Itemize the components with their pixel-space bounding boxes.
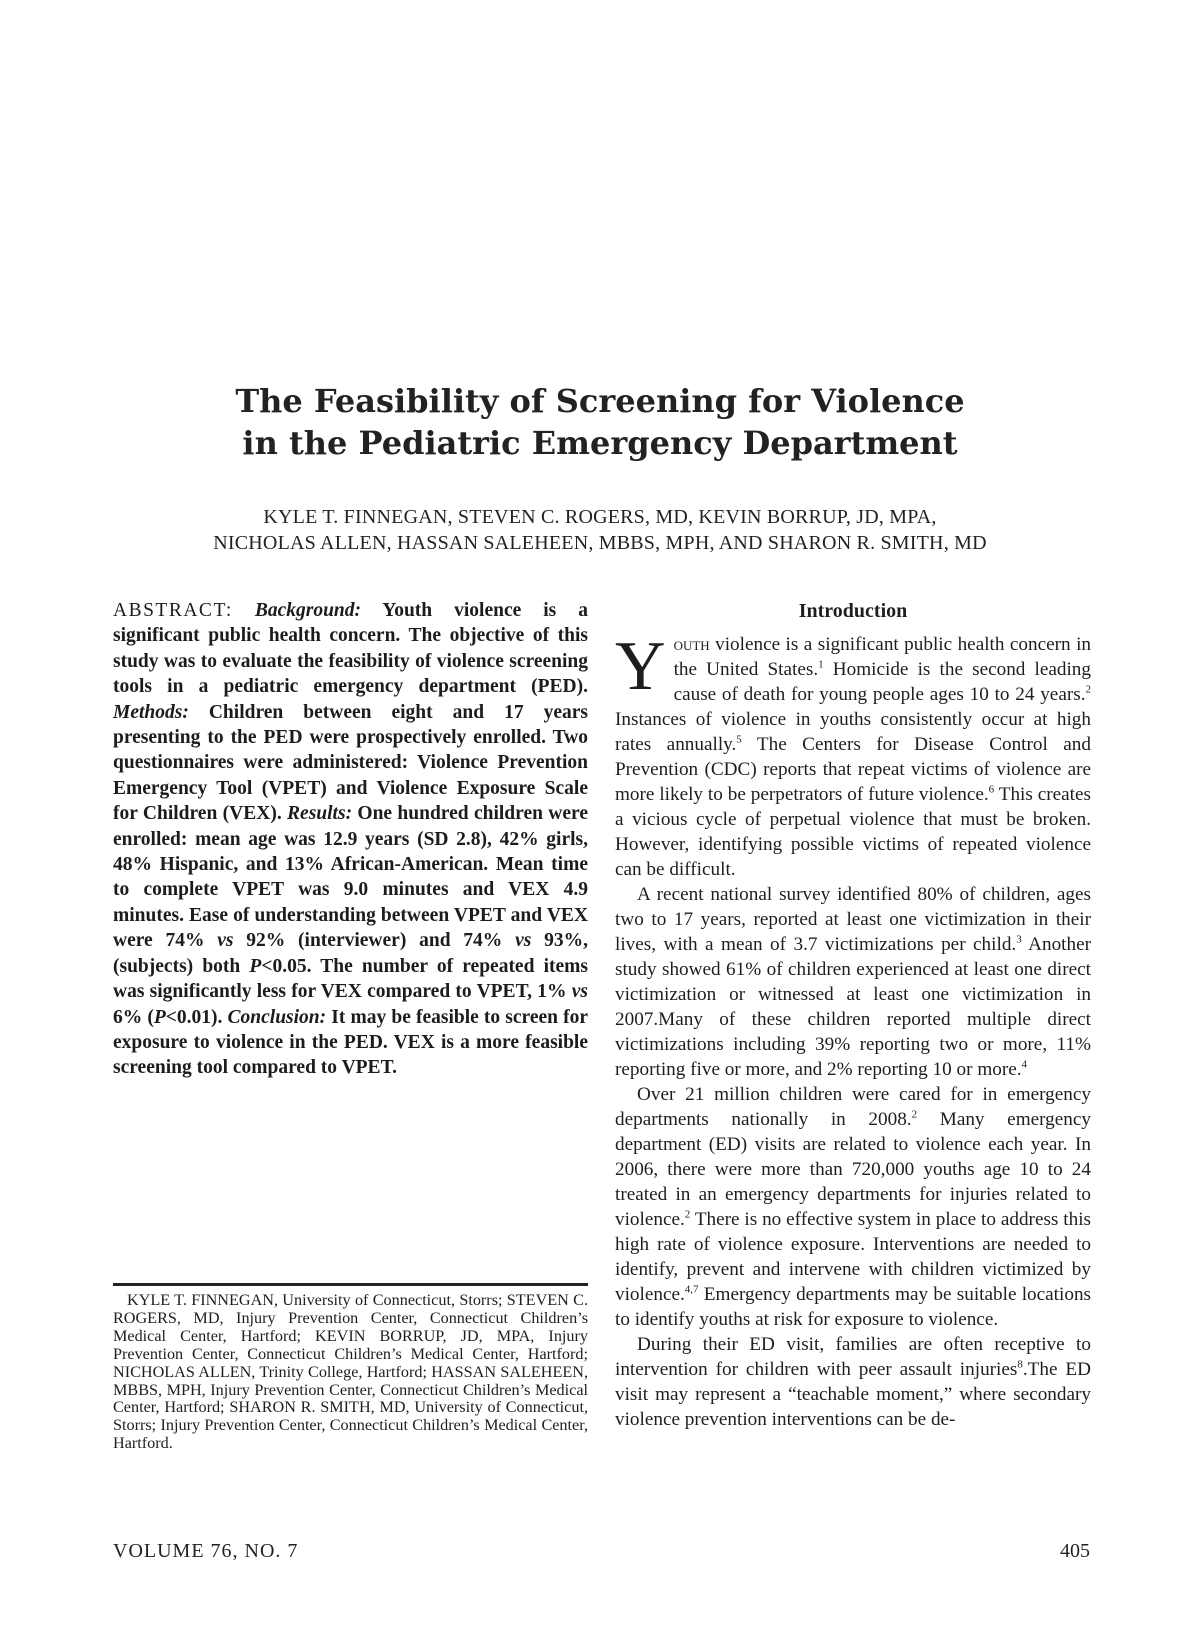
title-line-2: in the Pediatric Emergency Department (242, 424, 958, 462)
citation: 3 (1016, 933, 1022, 946)
text-run: During their ED visit, families are often receptive to intervention for children with peer assault injuries (615, 1334, 1091, 1380)
text-run: Many emergency department (ED) visits are related to violence each year. In 2006, there were more than 720,000 youths age 10 to 24 treated in an emergency departments for injuries related to violence. (615, 1109, 1091, 1230)
results-text: 92% (interviewer) and 74% (233, 930, 516, 952)
results-text: 93%, (subjects) both (113, 930, 588, 977)
authors-line-2: NICHOLAS ALLEN, HASSAN SALEHEEN, MBBS, MPH, AND SHARON R. SMITH, MD (213, 532, 987, 554)
text-run: Instances of violence in youths consistently occur at high rates annually. (615, 709, 1091, 755)
citation: 8 (1017, 1358, 1023, 1371)
title-line-1: The Feasibility of Screening for Violence (235, 382, 965, 420)
drop-cap: Y (615, 628, 666, 705)
conclusion-label: Conclusion: (227, 1006, 327, 1028)
citation: 4 (1021, 1058, 1028, 1071)
results-text: <0.01). (165, 1006, 228, 1028)
citation: 1 (818, 658, 824, 671)
vs-italic: vs (515, 930, 532, 952)
background-text: Youth violence is a significant public health concern. The objective of this study was to evaluate the feasibility of violence screening tools in a pediatric emergency department (PED). (113, 600, 588, 698)
p-value-italic: P (249, 955, 262, 977)
introduction-heading: Introduction (798, 600, 908, 622)
results-text: 6% ( (113, 1006, 154, 1028)
left-column (113, 598, 588, 1081)
text-run: A recent national survey identified 80% of children, ages two to 17 years, reported at least one victimization in their lives, with a mean of 3.7 victimizations per child. (615, 884, 1091, 955)
text-run: This creates a vicious cycle of perpetual violence that must be broken. However, identifying possible victims of repeated violence can be difficult. (615, 784, 1091, 880)
vs-italic: vs (217, 930, 234, 952)
page-number: 405 (1060, 1540, 1090, 1562)
citation: 4,7 (684, 1283, 699, 1296)
p-value-italic: P (153, 1006, 166, 1028)
text-run: Homicide is the second leading cause of death for young people ages 10 to 24 years. (673, 659, 1091, 705)
text-run: Over 21 million children were cared for in emergency departments nationally in 2008. (615, 1084, 1091, 1130)
authors-line-1: KYLE T. FINNEGAN, STEVEN C. ROGERS, MD, KEVIN BORRUP, JD, MPA, (263, 506, 937, 528)
results-text: <0.05. The number of repeated items was significantly less for VEX compared to VPET, 1% (113, 955, 588, 1003)
results-label: Results: (287, 803, 353, 825)
citation: 2 (1085, 683, 1091, 696)
methods-label: Methods: (113, 701, 189, 723)
citation: 5 (736, 733, 742, 746)
results-text: One hundred children were enrolled: mean age was 12.9 years (SD 2.8), 42% girls, 48% Hispanic, and 13% African-American. Mean time to complete VPET was 9.0 minutes and VEX 4.9 minutes. Ease of understanding between VPET and VEX were 74% (113, 803, 588, 952)
citation: 2 (911, 1108, 918, 1121)
volume-issue: VOLUME 76, NO. 7 (113, 1540, 299, 1562)
article-title (190, 380, 1010, 464)
small-caps-word: outh (673, 634, 710, 655)
author-list (130, 504, 1070, 556)
methods-text: Children between eight and 17 years presenting to the PED were prospectively enrolled. Two questionnaires were administered: Violence Prevention Emergency Tool (VPET) and Violence Exposure Scale for Children (VEX). (113, 701, 588, 825)
text-run: violence is a significant public health concern in the United States. (673, 634, 1091, 680)
vs-italic: vs (571, 981, 588, 1003)
text-run: Another study showed 61% of children experienced at least one direct victimization or witnessed at least one victimization in 2007.Many of these children reported multiple direct victimizations including 39% reporting two or more, 11% reporting five or more, and 2% reporting 10 or more. (615, 934, 1091, 1080)
conclusion-text: It may be feasible to screen for exposure to violence in the PED. VEX is a more feasible screening tool compared to VPET. (113, 1006, 588, 1079)
text-run: .The ED visit may represent a “teachable moment,” where secondary violence prevention interventions can be de- (615, 1359, 1091, 1430)
background-label: Background: (254, 600, 361, 621)
text-run: There is no effective system in place to address this high rate of violence exposure. Interventions are needed to identify, prevent and intervene with children victimized by violence. (615, 1209, 1091, 1305)
abstract (113, 598, 588, 1081)
author-affiliations-footnote: KYLE T. FINNEGAN, University of Connecticut, Storrs; STEVEN C. ROGERS, MD, Injury Prevention Center, Connecticut Children’s Medical Center, Hartford; KEVIN BORRUP, JD, MPA, Injury Prevention Center, Connecticut Children’s Medical Center, Hartford; NICHOLAS ALLEN, Trinity College, Hartford; HASSAN SALEHEEN, MBBS, MPH, Injury Prevention Center, Connecticut Children’s Medical Center, Hartford; SHARON R. SMITH, MD, University of Connecticut, Storrs; Injury Prevention Center, Connecticut Children’s Medical Center, Hartford. (113, 1291, 588, 1453)
intro-paragraph-4 (615, 1332, 1091, 1432)
text-run: Emergency departments may be suitable locations to identify youths at risk for exposure to violence. (615, 1284, 1091, 1330)
citation: 2 (684, 1208, 691, 1221)
footnote-divider (113, 1283, 588, 1286)
text-run: The Centers for Disease Control and Prevention (CDC) reports that repeat victims of violence are more likely to be perpetrators of future violence. (615, 734, 1091, 805)
intro-paragraph-2 (615, 882, 1091, 1082)
intro-paragraph-3 (615, 1082, 1091, 1332)
abstract-label: ABSTRACT: (113, 600, 233, 621)
intro-paragraph-1 (615, 628, 1091, 882)
right-column (615, 598, 1091, 1432)
citation: 6 (988, 783, 995, 796)
